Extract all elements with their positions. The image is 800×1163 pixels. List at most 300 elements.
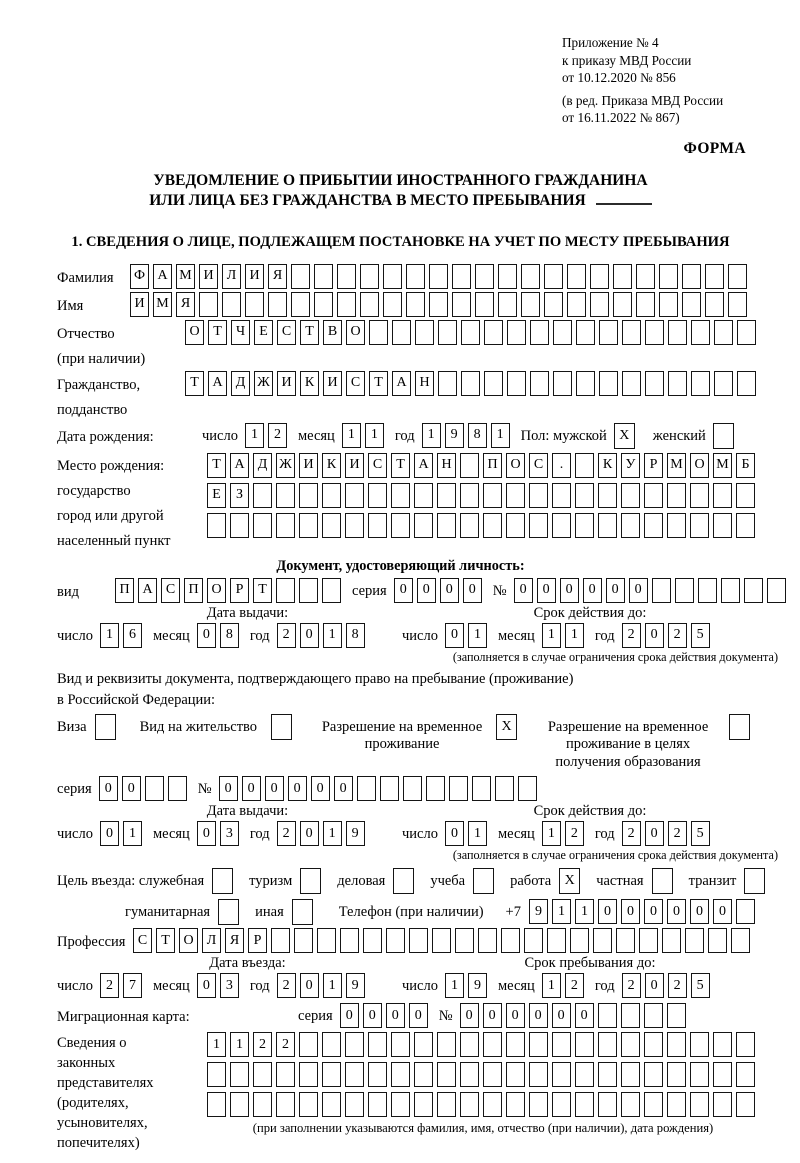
char-cell[interactable] <box>690 1092 709 1117</box>
char-cell[interactable] <box>622 320 641 345</box>
char-cell[interactable]: Ф <box>130 264 149 289</box>
char-cell[interactable] <box>736 513 755 538</box>
char-cell[interactable]: Я <box>225 928 244 953</box>
char-cell[interactable] <box>406 292 425 317</box>
char-cell[interactable] <box>391 1032 410 1057</box>
char-cell[interactable]: У <box>621 453 640 478</box>
char-cell[interactable]: Л <box>222 264 241 289</box>
char-cell[interactable]: 1 <box>445 973 464 998</box>
char-cell[interactable] <box>276 1092 295 1117</box>
char-cell[interactable] <box>599 320 618 345</box>
char-cell[interactable] <box>644 1003 663 1028</box>
char-cell[interactable] <box>363 928 382 953</box>
char-cell[interactable] <box>570 928 589 953</box>
char-cell[interactable]: Ж <box>276 453 295 478</box>
char-cell[interactable]: 0 <box>394 578 413 603</box>
char-cell[interactable] <box>340 928 359 953</box>
char-cell[interactable] <box>552 483 571 508</box>
char-cell[interactable] <box>652 868 673 894</box>
char-cell[interactable] <box>455 928 474 953</box>
char-cell[interactable]: М <box>667 453 686 478</box>
char-cell[interactable]: 5 <box>691 821 710 846</box>
char-cell[interactable] <box>478 928 497 953</box>
char-cell[interactable] <box>299 1062 318 1087</box>
char-cell[interactable] <box>437 483 456 508</box>
char-cell[interactable] <box>276 1062 295 1087</box>
char-cell[interactable] <box>222 292 241 317</box>
char-cell[interactable] <box>691 371 710 396</box>
char-cell[interactable] <box>576 320 595 345</box>
char-cell[interactable] <box>299 1032 318 1057</box>
char-cell[interactable] <box>644 483 663 508</box>
char-cell[interactable] <box>598 1032 617 1057</box>
char-cell[interactable] <box>345 1062 364 1087</box>
char-cell[interactable]: С <box>161 578 180 603</box>
char-cell[interactable] <box>737 320 756 345</box>
char-cell[interactable] <box>737 371 756 396</box>
char-cell[interactable]: 9 <box>346 973 365 998</box>
char-cell[interactable] <box>145 776 164 801</box>
char-cell[interactable] <box>230 1062 249 1087</box>
char-cell[interactable]: 0 <box>197 623 216 648</box>
char-cell[interactable] <box>667 513 686 538</box>
char-cell[interactable]: И <box>130 292 149 317</box>
char-cell[interactable] <box>690 513 709 538</box>
char-cell[interactable]: Р <box>644 453 663 478</box>
char-cell[interactable]: 0 <box>409 1003 428 1028</box>
char-cell[interactable]: 8 <box>220 623 239 648</box>
char-cell[interactable] <box>368 1092 387 1117</box>
char-cell[interactable] <box>276 483 295 508</box>
char-cell[interactable] <box>713 423 734 449</box>
char-cell[interactable]: Т <box>208 320 227 345</box>
char-cell[interactable]: К <box>598 453 617 478</box>
char-cell[interactable]: 0 <box>645 623 664 648</box>
char-cell[interactable] <box>360 264 379 289</box>
char-cell[interactable] <box>292 899 313 925</box>
char-cell[interactable] <box>253 513 272 538</box>
char-cell[interactable] <box>483 483 502 508</box>
char-cell[interactable]: 1 <box>422 423 441 448</box>
char-cell[interactable] <box>530 320 549 345</box>
char-cell[interactable] <box>432 928 451 953</box>
char-cell[interactable]: 1 <box>230 1032 249 1057</box>
char-cell[interactable]: И <box>199 264 218 289</box>
char-cell[interactable] <box>498 292 517 317</box>
char-cell[interactable]: 5 <box>691 973 710 998</box>
char-cell[interactable] <box>484 320 503 345</box>
char-cell[interactable] <box>552 1062 571 1087</box>
char-cell[interactable] <box>322 578 341 603</box>
char-cell[interactable]: Я <box>176 292 195 317</box>
char-cell[interactable] <box>506 1092 525 1117</box>
migr-nomer-input[interactable] <box>460 1003 690 1028</box>
char-cell[interactable]: Ч <box>231 320 250 345</box>
char-cell[interactable] <box>276 513 295 538</box>
char-cell[interactable]: 0 <box>552 1003 571 1028</box>
char-cell[interactable]: 0 <box>713 899 732 924</box>
char-cell[interactable]: 9 <box>468 973 487 998</box>
char-cell[interactable] <box>690 1032 709 1057</box>
char-cell[interactable] <box>621 1032 640 1057</box>
char-cell[interactable]: 0 <box>288 776 307 801</box>
char-cell[interactable] <box>391 483 410 508</box>
char-cell[interactable] <box>460 483 479 508</box>
char-cell[interactable] <box>698 578 717 603</box>
char-cell[interactable] <box>299 1092 318 1117</box>
reps-row1-input[interactable] <box>207 1032 759 1057</box>
char-cell[interactable]: Н <box>415 371 434 396</box>
sluzhebnaya-checkbox[interactable] <box>212 868 237 894</box>
char-cell[interactable] <box>529 1062 548 1087</box>
char-cell[interactable] <box>575 1092 594 1117</box>
char-cell[interactable] <box>253 1062 272 1087</box>
char-cell[interactable]: 0 <box>583 578 602 603</box>
char-cell[interactable]: 0 <box>606 578 625 603</box>
char-cell[interactable]: З <box>230 483 249 508</box>
char-cell[interactable]: В <box>323 320 342 345</box>
char-cell[interactable] <box>383 264 402 289</box>
char-cell[interactable]: 0 <box>575 1003 594 1028</box>
char-cell[interactable]: Н <box>437 453 456 478</box>
char-cell[interactable] <box>652 578 671 603</box>
char-cell[interactable] <box>414 1032 433 1057</box>
char-cell[interactable]: 0 <box>386 1003 405 1028</box>
char-cell[interactable]: X <box>614 423 635 449</box>
char-cell[interactable] <box>721 578 740 603</box>
char-cell[interactable] <box>713 1032 732 1057</box>
char-cell[interactable] <box>576 371 595 396</box>
char-cell[interactable] <box>675 578 694 603</box>
char-cell[interactable]: О <box>690 453 709 478</box>
char-cell[interactable] <box>322 483 341 508</box>
doc-issue-month-input[interactable] <box>197 623 243 648</box>
char-cell[interactable] <box>337 264 356 289</box>
char-cell[interactable] <box>713 1062 732 1087</box>
char-cell[interactable] <box>271 714 292 740</box>
char-cell[interactable] <box>659 264 678 289</box>
char-cell[interactable] <box>736 1032 755 1057</box>
char-cell[interactable] <box>429 292 448 317</box>
rabota-checkbox[interactable] <box>559 868 584 894</box>
professiya-input[interactable] <box>133 928 754 953</box>
char-cell[interactable] <box>392 320 411 345</box>
char-cell[interactable] <box>299 513 318 538</box>
char-cell[interactable] <box>668 320 687 345</box>
char-cell[interactable] <box>553 371 572 396</box>
char-cell[interactable]: 2 <box>276 1032 295 1057</box>
char-cell[interactable]: С <box>368 453 387 478</box>
chastnaya-checkbox[interactable] <box>652 868 677 894</box>
char-cell[interactable]: 1 <box>365 423 384 448</box>
char-cell[interactable]: 0 <box>621 899 640 924</box>
birthplace-row3-input[interactable] <box>207 513 759 538</box>
imya-input[interactable] <box>130 292 751 317</box>
char-cell[interactable] <box>598 1003 617 1028</box>
char-cell[interactable] <box>345 483 364 508</box>
char-cell[interactable] <box>345 1092 364 1117</box>
char-cell[interactable]: 2 <box>622 821 641 846</box>
rvp-nomer-input[interactable] <box>219 776 541 801</box>
char-cell[interactable] <box>475 264 494 289</box>
char-cell[interactable]: 2 <box>668 623 687 648</box>
char-cell[interactable] <box>547 928 566 953</box>
char-cell[interactable] <box>590 292 609 317</box>
char-cell[interactable] <box>322 1092 341 1117</box>
char-cell[interactable] <box>495 776 514 801</box>
char-cell[interactable]: 0 <box>311 776 330 801</box>
char-cell[interactable]: С <box>277 320 296 345</box>
char-cell[interactable] <box>590 264 609 289</box>
char-cell[interactable] <box>613 264 632 289</box>
familiya-input[interactable] <box>130 264 751 289</box>
char-cell[interactable]: П <box>184 578 203 603</box>
char-cell[interactable]: О <box>207 578 226 603</box>
char-cell[interactable]: 2 <box>277 973 296 998</box>
char-cell[interactable]: С <box>133 928 152 953</box>
char-cell[interactable]: 0 <box>644 899 663 924</box>
char-cell[interactable]: А <box>230 453 249 478</box>
char-cell[interactable] <box>276 578 295 603</box>
char-cell[interactable] <box>529 1092 548 1117</box>
stay-month-input[interactable] <box>542 973 588 998</box>
char-cell[interactable] <box>662 928 681 953</box>
char-cell[interactable] <box>368 1032 387 1057</box>
char-cell[interactable]: 0 <box>483 1003 502 1028</box>
char-cell[interactable] <box>567 264 586 289</box>
char-cell[interactable] <box>644 1062 663 1087</box>
doc-issue-year-input[interactable] <box>277 623 369 648</box>
char-cell[interactable] <box>744 578 763 603</box>
char-cell[interactable] <box>391 1062 410 1087</box>
char-cell[interactable] <box>621 1062 640 1087</box>
char-cell[interactable]: 1 <box>123 821 142 846</box>
char-cell[interactable]: 3 <box>220 973 239 998</box>
char-cell[interactable]: 0 <box>690 899 709 924</box>
char-cell[interactable] <box>553 320 572 345</box>
birth-year-input[interactable] <box>422 423 514 448</box>
tranzit-checkbox[interactable] <box>744 868 769 894</box>
doc-valid-day-input[interactable] <box>445 623 491 648</box>
birthplace-row2-input[interactable] <box>207 483 759 508</box>
char-cell[interactable]: Д <box>231 371 250 396</box>
stay-day-input[interactable] <box>445 973 491 998</box>
char-cell[interactable] <box>383 292 402 317</box>
char-cell[interactable] <box>473 868 494 894</box>
char-cell[interactable]: А <box>138 578 157 603</box>
char-cell[interactable]: 6 <box>123 623 142 648</box>
char-cell[interactable] <box>575 1062 594 1087</box>
char-cell[interactable]: 0 <box>445 623 464 648</box>
char-cell[interactable] <box>322 1062 341 1087</box>
char-cell[interactable] <box>529 513 548 538</box>
char-cell[interactable] <box>506 483 525 508</box>
char-cell[interactable] <box>728 264 747 289</box>
char-cell[interactable]: 2 <box>622 973 641 998</box>
char-cell[interactable]: 9 <box>346 821 365 846</box>
char-cell[interactable]: П <box>115 578 134 603</box>
char-cell[interactable] <box>552 1032 571 1057</box>
char-cell[interactable]: А <box>153 264 172 289</box>
char-cell[interactable] <box>498 264 517 289</box>
char-cell[interactable] <box>199 292 218 317</box>
char-cell[interactable]: 2 <box>622 623 641 648</box>
char-cell[interactable] <box>705 292 724 317</box>
char-cell[interactable] <box>437 1032 456 1057</box>
char-cell[interactable] <box>460 453 479 478</box>
char-cell[interactable]: 0 <box>300 973 319 998</box>
char-cell[interactable] <box>639 928 658 953</box>
char-cell[interactable] <box>415 320 434 345</box>
char-cell[interactable] <box>552 513 571 538</box>
char-cell[interactable] <box>438 320 457 345</box>
rvp-valid-day-input[interactable] <box>445 821 491 846</box>
char-cell[interactable] <box>529 483 548 508</box>
char-cell[interactable]: 0 <box>645 973 664 998</box>
delovaya-checkbox[interactable] <box>393 868 418 894</box>
char-cell[interactable]: 1 <box>323 821 342 846</box>
char-cell[interactable]: Т <box>156 928 175 953</box>
char-cell[interactable] <box>645 371 664 396</box>
char-cell[interactable]: С <box>529 453 548 478</box>
char-cell[interactable]: 1 <box>491 423 510 448</box>
rvp-edu-checkbox[interactable] <box>729 714 754 740</box>
char-cell[interactable] <box>621 1092 640 1117</box>
char-cell[interactable]: 1 <box>100 623 119 648</box>
char-cell[interactable] <box>575 513 594 538</box>
char-cell[interactable] <box>622 371 641 396</box>
char-cell[interactable] <box>168 776 187 801</box>
char-cell[interactable] <box>452 292 471 317</box>
char-cell[interactable]: И <box>345 453 364 478</box>
char-cell[interactable]: 0 <box>300 821 319 846</box>
char-cell[interactable] <box>713 513 732 538</box>
char-cell[interactable] <box>713 1092 732 1117</box>
rvp-issue-month-input[interactable] <box>197 821 243 846</box>
char-cell[interactable]: 0 <box>440 578 459 603</box>
rvp-valid-year-input[interactable] <box>622 821 714 846</box>
char-cell[interactable]: 2 <box>565 973 584 998</box>
char-cell[interactable] <box>667 1032 686 1057</box>
char-cell[interactable] <box>437 1062 456 1087</box>
char-cell[interactable]: 0 <box>242 776 261 801</box>
char-cell[interactable]: 0 <box>197 973 216 998</box>
otchestvo-input[interactable] <box>185 320 760 345</box>
char-cell[interactable] <box>475 292 494 317</box>
char-cell[interactable] <box>714 371 733 396</box>
char-cell[interactable]: 1 <box>323 973 342 998</box>
char-cell[interactable]: 0 <box>445 821 464 846</box>
char-cell[interactable] <box>460 513 479 538</box>
char-cell[interactable] <box>218 899 239 925</box>
char-cell[interactable] <box>575 483 594 508</box>
char-cell[interactable]: 2 <box>277 623 296 648</box>
char-cell[interactable] <box>253 1092 272 1117</box>
char-cell[interactable] <box>645 320 664 345</box>
char-cell[interactable]: 1 <box>542 821 561 846</box>
char-cell[interactable]: О <box>185 320 204 345</box>
char-cell[interactable] <box>368 1062 387 1087</box>
char-cell[interactable]: Т <box>369 371 388 396</box>
char-cell[interactable] <box>575 453 594 478</box>
char-cell[interactable]: 0 <box>300 623 319 648</box>
char-cell[interactable]: 0 <box>100 821 119 846</box>
char-cell[interactable] <box>322 513 341 538</box>
char-cell[interactable] <box>414 1062 433 1087</box>
char-cell[interactable] <box>460 1032 479 1057</box>
char-cell[interactable] <box>483 1032 502 1057</box>
char-cell[interactable] <box>230 513 249 538</box>
char-cell[interactable] <box>345 1032 364 1057</box>
char-cell[interactable]: М <box>153 292 172 317</box>
char-cell[interactable] <box>483 513 502 538</box>
char-cell[interactable] <box>691 320 710 345</box>
char-cell[interactable]: К <box>322 453 341 478</box>
char-cell[interactable] <box>207 1062 226 1087</box>
char-cell[interactable]: 9 <box>445 423 464 448</box>
char-cell[interactable] <box>690 483 709 508</box>
char-cell[interactable] <box>506 1062 525 1087</box>
char-cell[interactable]: 0 <box>460 1003 479 1028</box>
char-cell[interactable]: 1 <box>245 423 264 448</box>
char-cell[interactable] <box>271 928 290 953</box>
char-cell[interactable]: Ж <box>254 371 273 396</box>
char-cell[interactable] <box>616 928 635 953</box>
char-cell[interactable]: С <box>346 371 365 396</box>
char-cell[interactable]: 2 <box>668 821 687 846</box>
char-cell[interactable] <box>521 292 540 317</box>
char-cell[interactable]: П <box>483 453 502 478</box>
char-cell[interactable] <box>357 776 376 801</box>
phone-input[interactable] <box>529 899 759 924</box>
char-cell[interactable] <box>299 483 318 508</box>
char-cell[interactable] <box>714 320 733 345</box>
stay-year-input[interactable] <box>622 973 714 998</box>
char-cell[interactable]: И <box>299 453 318 478</box>
char-cell[interactable]: 0 <box>417 578 436 603</box>
char-cell[interactable]: 9 <box>529 899 548 924</box>
char-cell[interactable] <box>300 868 321 894</box>
char-cell[interactable] <box>403 776 422 801</box>
char-cell[interactable] <box>368 513 387 538</box>
char-cell[interactable]: 0 <box>463 578 482 603</box>
char-cell[interactable]: 1 <box>468 821 487 846</box>
char-cell[interactable]: Б <box>736 453 755 478</box>
char-cell[interactable] <box>426 776 445 801</box>
viza-checkbox[interactable] <box>95 714 120 740</box>
migr-seriya-input[interactable] <box>340 1003 432 1028</box>
char-cell[interactable] <box>409 928 428 953</box>
char-cell[interactable] <box>268 292 287 317</box>
birthplace-row1-input[interactable] <box>207 453 759 478</box>
char-cell[interactable] <box>736 483 755 508</box>
char-cell[interactable] <box>337 292 356 317</box>
char-cell[interactable] <box>524 928 543 953</box>
char-cell[interactable]: Л <box>202 928 221 953</box>
char-cell[interactable] <box>461 320 480 345</box>
char-cell[interactable]: К <box>300 371 319 396</box>
char-cell[interactable] <box>621 483 640 508</box>
char-cell[interactable]: Д <box>253 453 272 478</box>
entry-year-input[interactable] <box>277 973 369 998</box>
rvp-issue-day-input[interactable] <box>100 821 146 846</box>
entry-day-input[interactable] <box>100 973 146 998</box>
char-cell[interactable] <box>449 776 468 801</box>
char-cell[interactable] <box>294 928 313 953</box>
char-cell[interactable] <box>380 776 399 801</box>
char-cell[interactable]: 0 <box>122 776 141 801</box>
char-cell[interactable]: Я <box>268 264 287 289</box>
